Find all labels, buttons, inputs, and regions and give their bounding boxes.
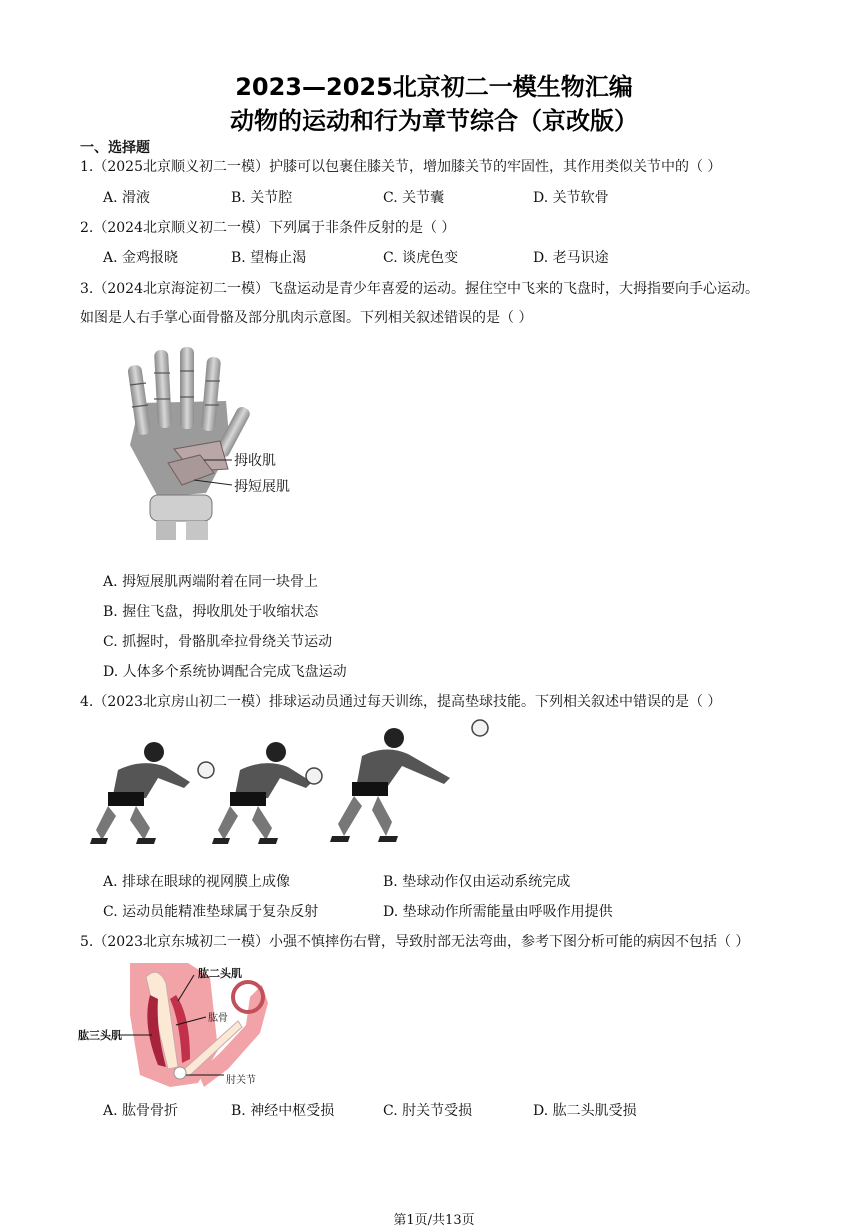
document-title-line2: 动物的运动和行为章节综合（京改版） bbox=[230, 107, 638, 135]
question-3-option-d: D. 人体多个系统协调配合完成飞盘运动 bbox=[103, 664, 347, 680]
label-adductor-pollicis: 拇收肌 bbox=[234, 453, 276, 469]
player-2 bbox=[212, 742, 312, 844]
volleyball-3 bbox=[472, 720, 488, 736]
question-2-stem: 2.（2024北京顺义初二一模）下列属于非条件反射的是（ ） bbox=[80, 220, 456, 236]
question-3-stem-line2: 如图是人右手掌心面骨骼及部分肌肉示意图。下列相关叙述错误的是（ ） bbox=[80, 310, 533, 326]
question-3-stem-line1: 3.（2024北京海淀初二一模）飞盘运动是青少年喜爱的运动。握住空中飞来的飞盘时，大拇指要向手心运动。 bbox=[80, 281, 759, 297]
question-4-option-b: B. 垫球动作仅由运动系统完成 bbox=[383, 874, 571, 890]
arm-muscle-figure bbox=[78, 955, 278, 1090]
section-heading: 一、选择题 bbox=[80, 140, 150, 156]
label-elbow-joint: 肘关节 bbox=[226, 1075, 256, 1086]
question-3-option-c: C. 抓握时，骨骼肌牵拉骨绕关节运动 bbox=[103, 634, 333, 650]
question-1-option-a: A. 滑液 bbox=[103, 190, 151, 206]
wrist-bones bbox=[150, 495, 212, 521]
question-2-option-d: D. 老马识途 bbox=[533, 250, 609, 266]
page-footer: 第1页/共13页 bbox=[393, 1213, 475, 1228]
question-3-option-b: B. 握住飞盘，拇收肌处于收缩状态 bbox=[103, 604, 319, 620]
question-1-option-b: B. 关节腔 bbox=[231, 190, 293, 206]
label-triceps: 肱三头肌 bbox=[78, 1029, 122, 1042]
label-abductor-pollicis-brevis: 拇短展肌 bbox=[234, 479, 290, 495]
question-4-option-c: C. 运动员能精准垫球属于复杂反射 bbox=[103, 904, 319, 920]
question-2-option-c: C. 谈虎色变 bbox=[383, 250, 459, 266]
question-2-option-b: B. 望梅止渴 bbox=[231, 250, 307, 266]
label-humerus: 肱骨 bbox=[208, 1013, 228, 1024]
player-3 bbox=[330, 728, 450, 842]
question-3-option-a: A. 拇短展肌两端附着在同一块骨上 bbox=[103, 574, 319, 590]
question-4-option-a: A. 排球在眼球的视网膜上成像 bbox=[103, 874, 291, 890]
question-4-option-d: D. 垫球动作所需能量由呼吸作用提供 bbox=[383, 904, 613, 920]
volleyball-2 bbox=[306, 768, 322, 784]
hand-skeleton-figure bbox=[108, 345, 308, 540]
question-1-option-d: D. 关节软骨 bbox=[533, 190, 609, 206]
question-4-stem: 4.（2023北京房山初二一模）排球运动员通过每天训练，提高垫球技能。下列相关叙述中错误的是（ ） bbox=[80, 694, 722, 710]
question-5-option-a: A. 肱骨骨折 bbox=[103, 1103, 179, 1119]
volleyball-1 bbox=[198, 762, 214, 778]
question-5-option-d: D. 肱二头肌受损 bbox=[533, 1103, 637, 1119]
question-1-stem: 1.（2025北京顺义初二一模）护膝可以包裹住膝关节，增加膝关节的牢固性，其作用类似关节中的（ ） bbox=[80, 159, 722, 175]
player-1 bbox=[90, 742, 190, 844]
label-biceps: 肱二头肌 bbox=[198, 967, 242, 980]
question-5-stem: 5.（2023北京东城初二一模）小强不慎摔伤右臂，导致肘部无法弯曲，参考下图分析可能的病因不包括（ ） bbox=[80, 934, 750, 950]
elbow-joint bbox=[174, 1067, 186, 1079]
question-5-option-b: B. 神经中枢受损 bbox=[231, 1103, 335, 1119]
volleyball-players-figure bbox=[88, 712, 508, 857]
question-5-option-c: C. 肘关节受损 bbox=[383, 1103, 473, 1119]
document-title-line1: 2023—2025北京初二一模生物汇编 bbox=[235, 73, 633, 101]
question-2-option-a: A. 金鸡报晓 bbox=[103, 250, 179, 266]
question-1-option-c: C. 关节囊 bbox=[383, 190, 445, 206]
